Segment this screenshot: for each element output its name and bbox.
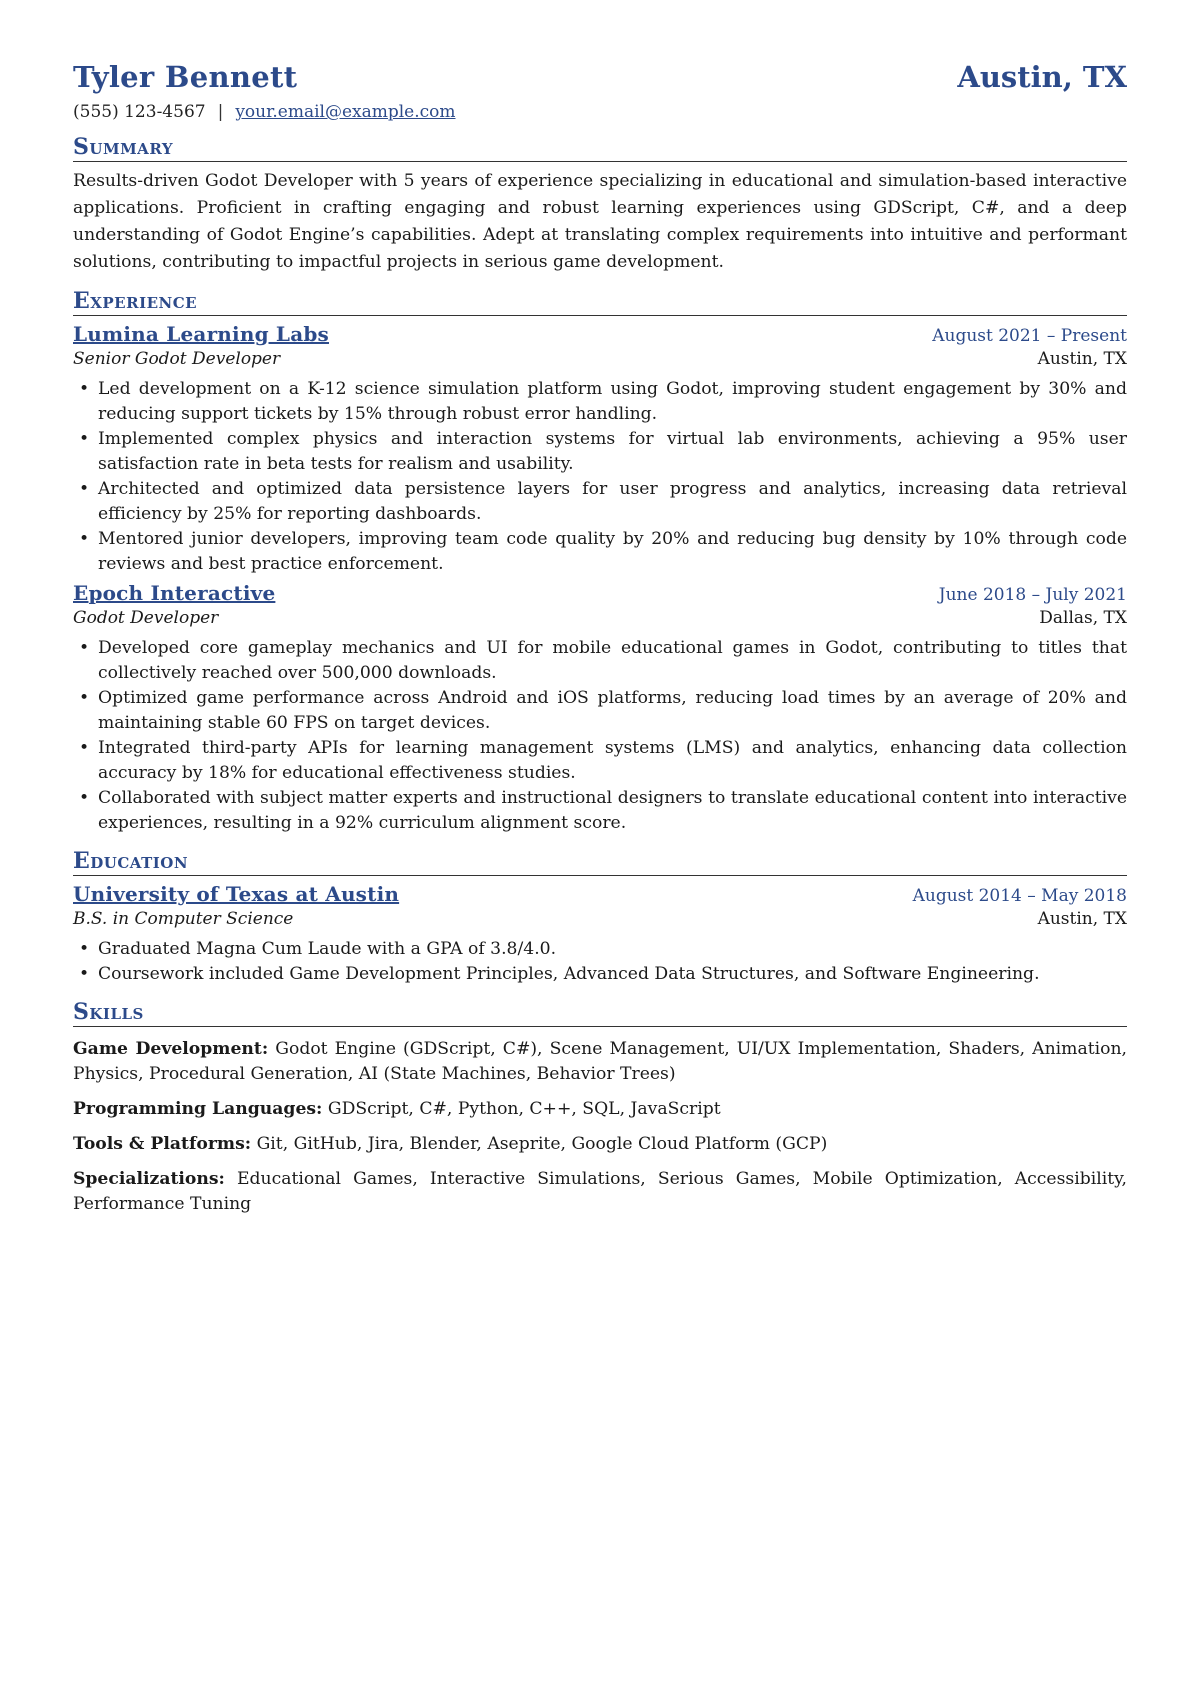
list-item: • Collaborated with subject matter experts and instructional designers to translate educational content into interactive experiences, resulting in a 92% curriculum alignment score. [98, 786, 1127, 836]
skill-row [73, 1097, 1127, 1122]
list-item: • Integrated third-party APIs for learning management systems (LMS) and analytics, enhancing data collection accuracy by 18% for educational effectiveness studies. [98, 736, 1127, 786]
job-title: Godot Developer [73, 608, 219, 628]
list-item: • Coursework included Game Development Principles, Advanced Data Structures, and Software Engineering. [98, 962, 1127, 987]
list-item: • Optimized game performance across Android and iOS platforms, reducing load times by an average of 20% and maintaining stable 60 FPS on target devices. [98, 686, 1127, 736]
list-item: • Architected and optimized data persistence layers for user progress and analytics, increasing data retrieval efficiency by 25% for reporting dashboards. [98, 477, 1127, 527]
degree: B.S. in Computer Science [73, 909, 294, 929]
email-link[interactable]: your.email@example.com [235, 102, 456, 122]
skill-value: GDScript, C#, Python, C++, SQL, JavaScript [327, 1099, 721, 1119]
education-entry [73, 882, 1127, 987]
employment-dates: June 2018 – July 2021 [938, 585, 1127, 605]
employer-name-link[interactable]: Epoch Interactive [73, 581, 276, 605]
skill-row [73, 1132, 1127, 1157]
list-item: • Led development on a K-12 science simulation platform using Godot, improving student engagement by 30% and reducing support tickets by 15% through robust error handling. [98, 377, 1127, 427]
section-title-skills: Skills [73, 999, 1127, 1027]
skill-value: Educational Games, Interactive Simulations, Serious Games, Mobile Optimization, Accessibility, Performance Tuning [73, 1169, 1127, 1214]
section-title-experience: Experience [73, 288, 1127, 316]
skill-value: Godot Engine (GDScript, C#), Scene Management, UI/UX Implementation, Shaders, Animation, Physics, Procedural Generation, AI (State Machines, Behavior Trees) [73, 1039, 1127, 1084]
experience-entry [73, 322, 1127, 577]
header-location: Austin, TX [957, 60, 1127, 94]
achievement-list [73, 636, 1127, 836]
achievement-list [73, 377, 1127, 577]
employer-name-link[interactable]: Lumina Learning Labs [73, 322, 330, 346]
list-item: • Implemented complex physics and interaction systems for virtual lab environments, achieving a 95% user satisfaction rate in beta tests for realism and usability. [98, 427, 1127, 477]
list-item: • Mentored junior developers, improving team code quality by 20% and reducing bug density by 10% through code reviews and best practice enforcement. [98, 527, 1127, 577]
skill-row [73, 1037, 1127, 1087]
section-title-education: Education [73, 848, 1127, 876]
job-title: Senior Godot Developer [73, 349, 281, 369]
school-location: Austin, TX [1037, 909, 1127, 929]
skill-label: Game Development: [73, 1039, 269, 1059]
contact-line [73, 102, 1127, 122]
candidate-name: Tyler Bennett [73, 60, 298, 94]
skill-label: Tools & Platforms: [73, 1134, 252, 1154]
skill-row [73, 1167, 1127, 1217]
phone-number: (555) 123-4567 [73, 102, 206, 122]
skill-label: Specializations: [73, 1169, 225, 1189]
job-location: Dallas, TX [1039, 608, 1127, 628]
skill-value: Git, GitHub, Jira, Blender, Aseprite, Google Cloud Platform (GCP) [256, 1134, 828, 1154]
school-name-link[interactable]: University of Texas at Austin [73, 882, 400, 906]
contact-separator: | [217, 102, 224, 122]
resume-header [73, 60, 1127, 94]
skills-list [73, 1037, 1127, 1217]
list-item: • Developed core gameplay mechanics and UI for mobile educational games in Godot, contributing to titles that collectively reached over 500,000 downloads. [98, 636, 1127, 686]
skill-label: Programming Languages: [73, 1099, 323, 1119]
employment-dates: August 2021 – Present [932, 326, 1127, 346]
education-dates: August 2014 – May 2018 [912, 886, 1127, 906]
section-title-summary: Summary [73, 134, 1127, 162]
list-item: • Graduated Magna Cum Laude with a GPA of 3.8/4.0. [98, 937, 1127, 962]
education-list [73, 937, 1127, 987]
resume-page [73, 60, 1127, 1227]
job-location: Austin, TX [1037, 349, 1127, 369]
experience-entry [73, 581, 1127, 836]
summary-text: Results-driven Godot Developer with 5 years of experience specializing in educational and simulation-based interactive applications. Proficient in crafting engaging and robust learning experiences using GDScript, C#, and a deep understanding of Godot Engine’s capabilities. Adept at translating complex requirements into intuitive and performant solutions, contributing to impactful projects in serious game development. [73, 171, 1127, 272]
